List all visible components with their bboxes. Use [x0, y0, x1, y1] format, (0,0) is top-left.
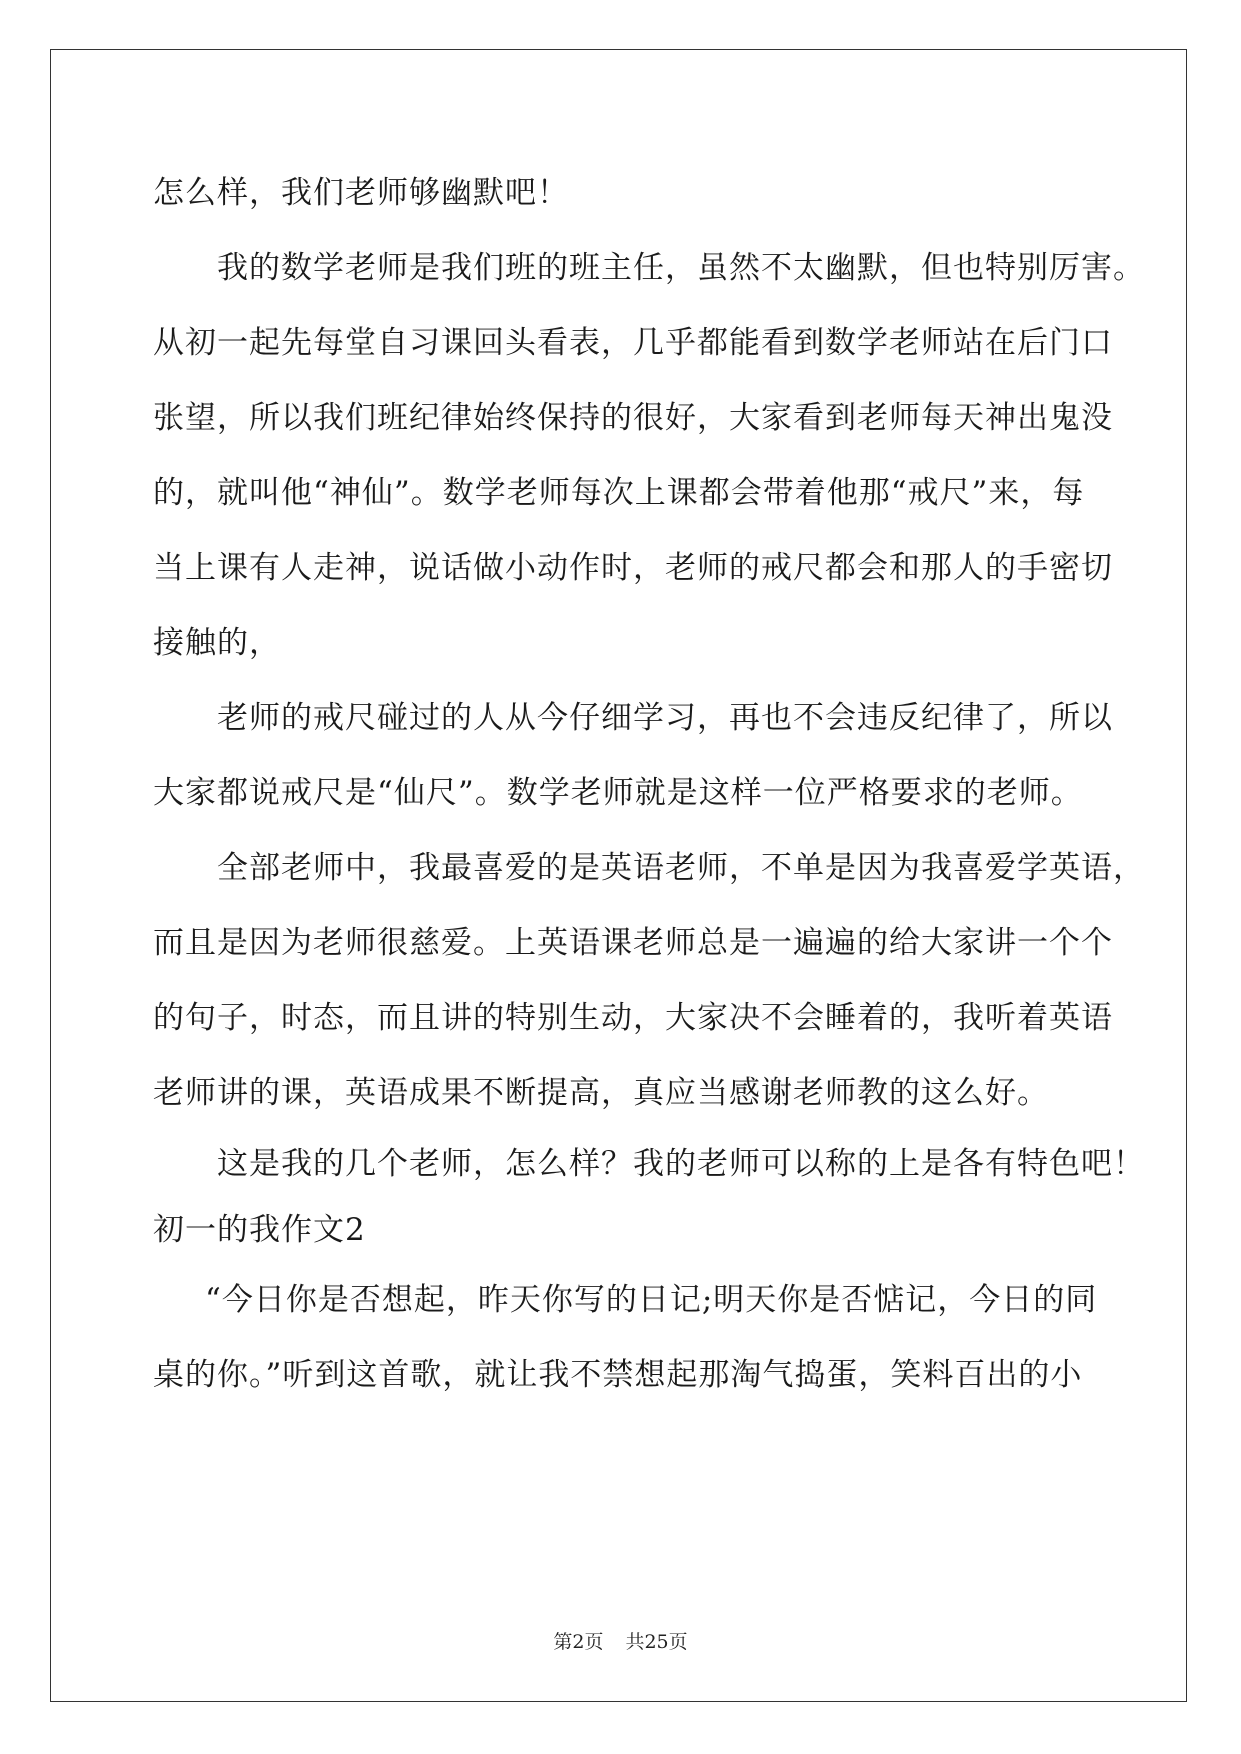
text-line: 从初一起先每堂自习课回头看表，几乎都能看到数学老师站在后门口: [153, 325, 1113, 361]
text-line: 全部老师中，我最喜爱的是英语老师，不单是因为我喜爱学英语，: [217, 850, 1145, 886]
text-line: 当上课有人走神，说话做小动作时，老师的戒尺都会和那人的手密切: [153, 550, 1113, 586]
text-line: 的，就叫他“神仙”。数学老师每次上课都会带着他那“戒尺”来，每: [153, 475, 1085, 511]
text-line: “今日你是否想起，昨天你写的日记;明天你是否惦记，今日的同: [205, 1282, 1098, 1318]
text-line: 这是我的几个老师，怎么样？我的老师可以称的上是各有特色吧！: [217, 1146, 1145, 1182]
text-line: 张望，所以我们班纪律始终保持的很好，大家看到老师每天神出鬼没: [153, 400, 1113, 436]
text-line: 我的数学老师是我们班的班主任，虽然不太幽默，但也特别厉害。: [217, 250, 1145, 286]
text-line: 桌的你。”听到这首歌，就让我不禁想起那淘气捣蛋，笑料百出的小: [153, 1357, 1083, 1393]
text-line: 老师讲的课，英语成果不断提高，真应当感谢老师教的这么好。: [153, 1075, 1049, 1111]
text-line: 接触的，: [153, 625, 281, 661]
text-line: 而且是因为老师很慈爱。上英语课老师总是一遍遍的给大家讲一个个: [153, 925, 1113, 961]
text-line: 怎么样，我们老师够幽默吧！: [153, 175, 569, 211]
text-line: 大家都说戒尺是“仙尺”。数学老师就是这样一位严格要求的老师。: [153, 775, 1083, 811]
document-body: [153, 156, 1145, 1413]
page-footer: [0, 1627, 1241, 1654]
text-line: 老师的戒尺碰过的人从今仔细学习，再也不会违反纪律了，所以: [217, 700, 1113, 736]
page-total: 共25页: [625, 1631, 688, 1653]
text-line: 的句子，时态，而且讲的特别生动，大家决不会睡着的，我听着英语: [153, 1000, 1113, 1036]
section-heading: 初一的我作文2: [153, 1212, 366, 1248]
page-number: 第2页: [553, 1631, 604, 1653]
